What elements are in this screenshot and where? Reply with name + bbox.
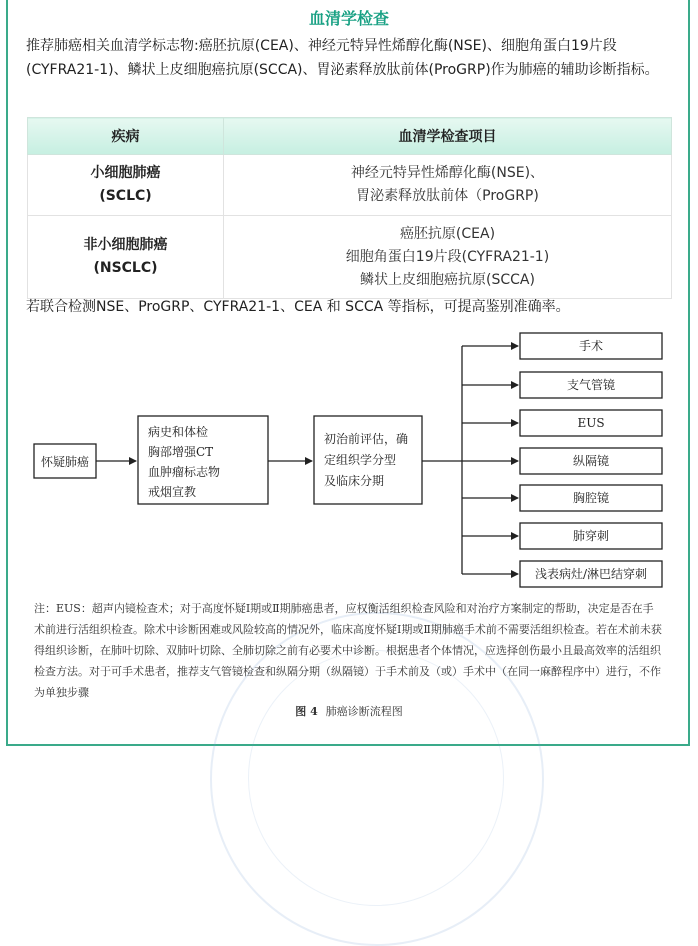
combined-test-note: 若联合检测NSE、ProGRP、CYFRA21-1、CEA 和 SCCA 等指标，可提高鉴别准确率。: [26, 299, 570, 315]
disease-name: 非小细胞肺癌: [83, 237, 168, 253]
option-thoracoscopy: [462, 485, 662, 511]
option-label: 胸腔镜: [572, 491, 610, 505]
option-label: 支气管镜: [566, 378, 616, 392]
test-item: 胃泌素释放肽前体（ProGRP): [356, 188, 539, 204]
evaluation-line: 及临床分期: [324, 474, 385, 488]
test-item: 鳞状上皮细胞癌抗原(SCCA): [360, 271, 535, 288]
figure-label: 图 4: [295, 705, 318, 718]
option-label: 肺穿刺: [572, 529, 610, 543]
figure-note: 注：EUS：超声内镜检查术；对于高度怀疑Ⅰ期或Ⅱ期肺癌患者，应权衡活组织检查风险和对治疗方案制定的帮助，决定是否在手术前进行活组织检查。除术中诊断困难或风险较高的情况外，临床高度怀疑Ⅰ期或Ⅱ期肺癌手术前不需要活组织检查。若在术前未获得组织诊断，在肺叶切除、双肺叶切除、全肺切除之前有必要术中诊断。根据患者个体情况，应选择创伤最小且最高效率的活组织检查方法。对于可手术患者，推荐支气管镜检查和纵隔分期（纵隔镜）于手术前及（或）手术中（在同一麻醉程序中）进行，不作为单独步骤: [34, 602, 662, 699]
option-surgery: [462, 333, 662, 359]
option-lung-puncture: [462, 523, 662, 549]
section-title: 血清学检查: [308, 9, 389, 28]
history-line: 胸部增强CT: [148, 445, 214, 459]
test-item: 细胞角蛋白19片段(CYFRA21-1): [345, 248, 550, 265]
disease-abbr: (NSCLC): [93, 260, 158, 276]
option-eus: [462, 410, 662, 436]
evaluation-line: 初治前评估，确: [324, 432, 409, 446]
test-item: 癌胚抗原(CEA): [399, 225, 496, 242]
option-label: 浅表病灶/淋巴结穿刺: [534, 567, 648, 581]
option-bronchoscopy: [462, 372, 662, 398]
intro-text: 推荐肺癌相关血清学标志物:癌胚抗原(CEA)、神经元特异性烯醇化酶(NSE)、细胞角蛋白19片段(CYFRA21-1)、鳞状上皮细胞癌抗原(SCCA)、胃泌素释放肽前体(ProGRP)作为肺癌的辅助诊断指标。: [26, 38, 659, 78]
figure-caption: [0, 703, 698, 719]
test-item: 神经元特异性烯醇化酶(NSE)、: [350, 165, 545, 181]
header-tests: 血清学检查项目: [224, 118, 672, 155]
header-disease: 疾病: [28, 118, 224, 155]
history-line: 病史和体检: [148, 425, 209, 439]
option-label: EUS: [577, 416, 605, 430]
option-label: 手术: [578, 339, 604, 353]
history-line: 血肿瘤标志物: [148, 465, 221, 479]
disease-abbr: (SCLC): [99, 188, 152, 204]
option-mediastinoscopy: [462, 448, 662, 474]
option-label: 纵隔镜: [572, 454, 610, 468]
disease-name: 小细胞肺癌: [90, 165, 161, 181]
figure-title: 肺癌诊断流程图: [325, 705, 403, 718]
option-superficial-puncture: [462, 561, 662, 587]
evaluation-line: 定组织学分型: [324, 453, 397, 467]
start-label: 怀疑肺癌: [40, 455, 90, 469]
history-line: 戒烟宣教: [148, 485, 197, 499]
